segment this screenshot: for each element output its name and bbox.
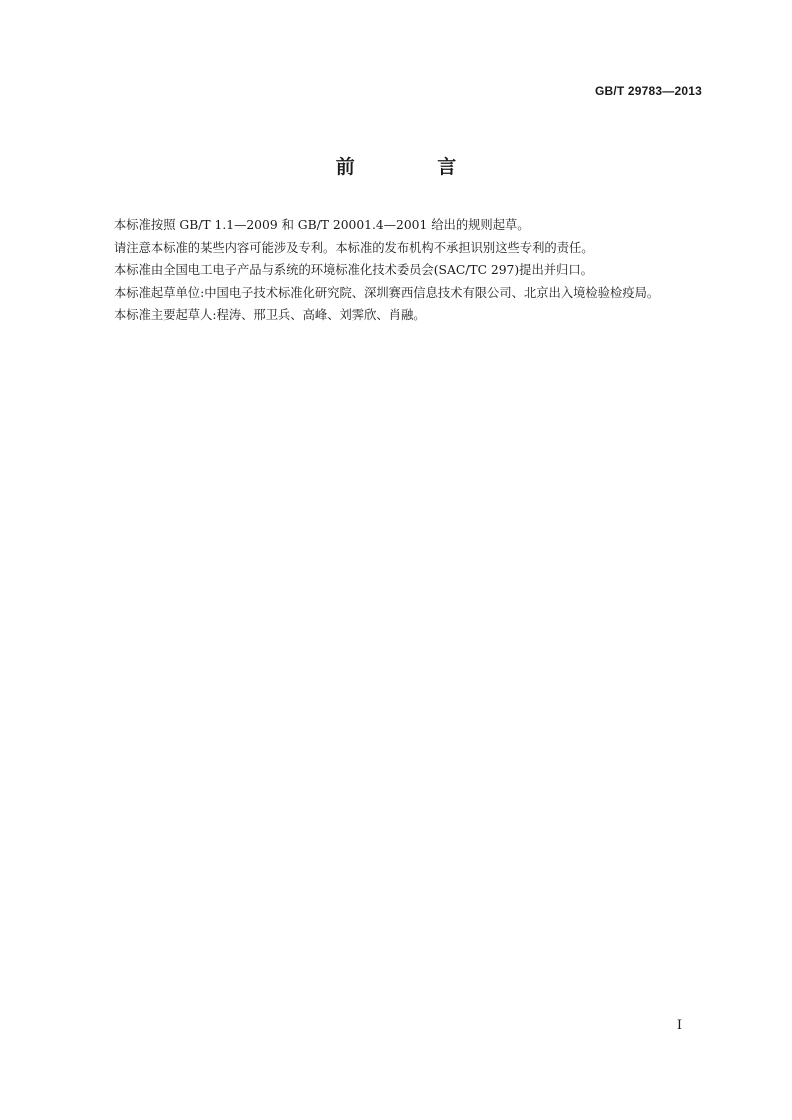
paragraph-drafters: 本标准主要起草人:程涛、邢卫兵、高峰、刘霁欣、肖融。 bbox=[114, 308, 426, 322]
page-title: 前 言 bbox=[335, 156, 495, 178]
page-number: I bbox=[676, 1018, 682, 1033]
paragraph-drafting-units: 本标准起草单位:中国电子技术标准化研究院、深圳赛西信息技术有限公司、北京出入境检验检疫局。 bbox=[114, 285, 660, 300]
paragraph-drafting-rules: 本标准按照 GB/T 1.1—2009 和 GB/T 20001.4—2001 给出的规则起草。 bbox=[114, 218, 530, 232]
paragraph-patent-notice: 请注意本标准的某些内容可能涉及专利。本标准的发布机构不承担识别这些专利的责任。 bbox=[114, 240, 594, 255]
foreword-body bbox=[90, 214, 712, 327]
paragraph-proposer: 本标准由全国电工电子产品与系统的环境标准化技术委员会(SAC/TC 297)提出并归口。 bbox=[114, 263, 593, 277]
standard-code: GB/T 29783—2013 bbox=[594, 84, 702, 98]
